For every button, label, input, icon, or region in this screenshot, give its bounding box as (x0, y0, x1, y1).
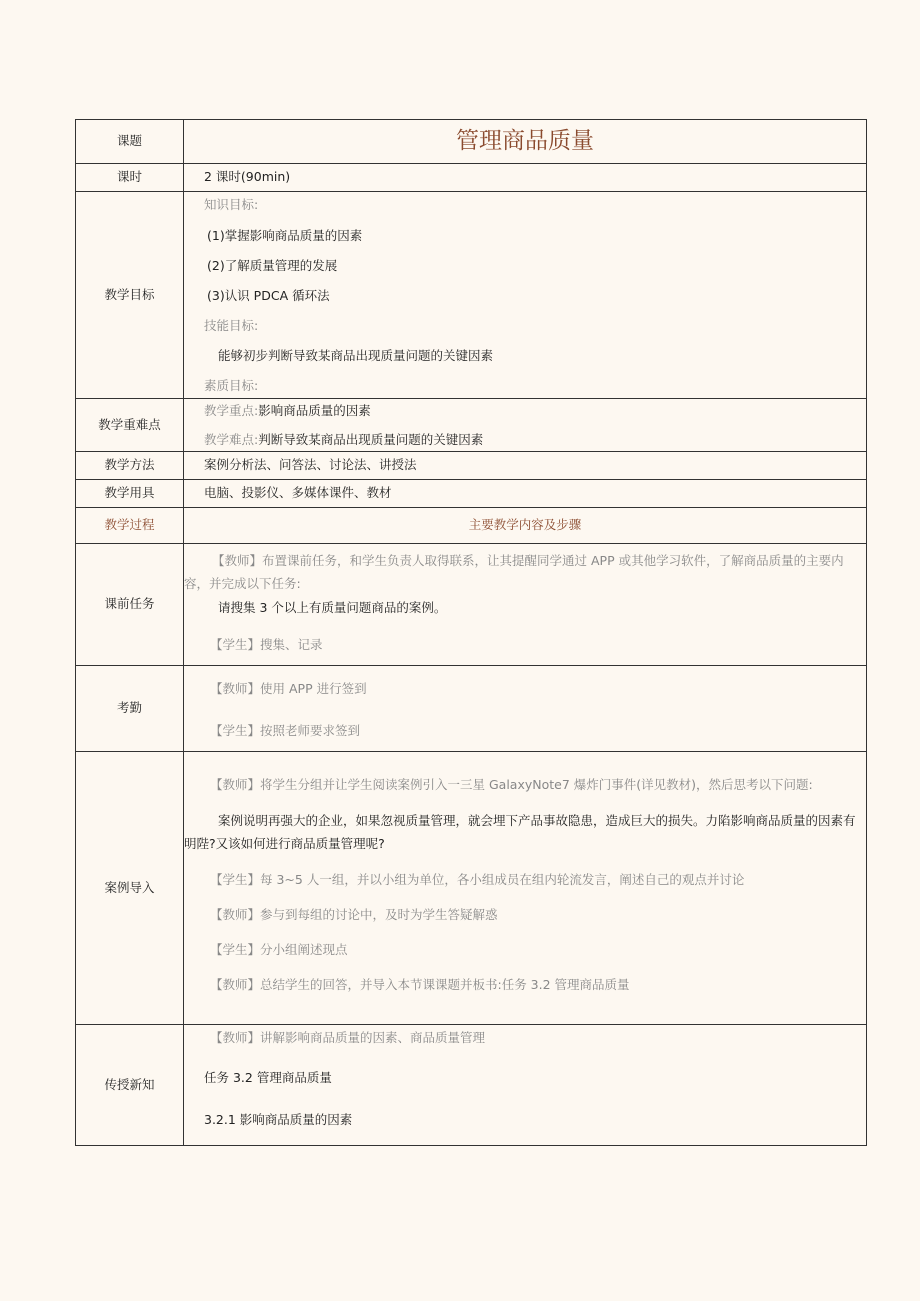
label-pre-class: 课前任务 (76, 544, 184, 666)
case-teacher-1: 【教师】将学生分组并让学生阅读案例引入一三星 GalaxyNote7 爆炸门事件(详见教材)，然后思考以下问题: (210, 777, 813, 792)
pre-class-teacher: 【教师】布置课前任务，和学生负责人取得联系，让其提醒同学通过 APP 或其他学习软件，了解商品质量的主要内容，并完成以下任务: (184, 553, 844, 591)
attendance-student: 【学生】按照老师要求签到 (210, 723, 361, 738)
knowledge-item-2: (2)了解质量管理的发展 (207, 258, 338, 273)
skill-item: 能够初步判断导致某商品出现质量问题的关键因素 (218, 348, 494, 363)
case-student-2: 【学生】分小组阐述现点 (210, 942, 348, 957)
row-case-intro (76, 752, 867, 1025)
difficult-point-prefix: 教学难点: (204, 432, 259, 447)
label-new-knowledge: 传授新知 (76, 1025, 184, 1146)
knowledge-title: 知识目标: (204, 197, 259, 212)
row-pre-class (76, 544, 867, 666)
label-case-intro: 案例导入 (76, 752, 184, 1025)
difficult-point-value: 判断导致某商品出现质量问题的关键因素 (258, 432, 484, 447)
case-question: 案例说明再强大的企业，如果忽视质量管理，就会埋下产品事故隐患，造成巨大的损失。力陷影响商品质量的因素有明陛?又该如何进行商品质量管理呢? (184, 813, 856, 851)
label-tools: 教学用具 (76, 480, 184, 508)
label-objectives: 教学目标 (76, 192, 184, 399)
new-knowledge-teacher: 【教师】讲解影响商品质量的因素、商品质量管理 (210, 1030, 486, 1045)
pre-class-task: 请搜集 3 个以上有质量问题商品的案例。 (218, 600, 447, 615)
row-tools (76, 480, 867, 508)
knowledge-item-3: (3)认识 PDCA 循环法 (207, 288, 330, 303)
row-new-knowledge (76, 1025, 867, 1146)
label-attendance: 考勤 (76, 666, 184, 752)
process-header-right: 主要教学内容及步骤 (184, 508, 867, 544)
methods-value: 案例分析法、问答法、讨论法、讲授法 (204, 457, 417, 473)
row-methods (76, 452, 867, 480)
label-key-points: 教学重难点 (76, 399, 184, 452)
new-knowledge-subsection: 3.2.1 影响商品质量的因素 (204, 1112, 353, 1127)
row-process-header (76, 508, 867, 544)
tools-value: 电脑、投影仪、多媒体课件、教材 (204, 485, 392, 501)
quality-title: 素质目标: (204, 378, 259, 393)
case-teacher-3: 【教师】总结学生的回答，并导入本节课课题并板书:任务 3.2 管理商品质量 (210, 977, 630, 992)
row-hours (76, 164, 867, 192)
row-objectives (76, 192, 867, 399)
process-header-left: 教学过程 (76, 508, 184, 544)
key-point-value: 影响商品质量的因素 (258, 403, 371, 418)
lesson-plan-table (75, 119, 867, 1146)
case-student-1: 【学生】每 3~5 人一组，并以小组为单位，各小组成员在组内轮流发言，阐述自己的观点并讨论 (210, 872, 745, 887)
label-topic: 课题 (76, 120, 184, 164)
pre-class-student: 【学生】搜集、记录 (210, 637, 323, 652)
key-point-prefix: 教学重点: (204, 403, 259, 418)
hours-value: 2 课时(90min) (204, 169, 291, 185)
label-methods: 教学方法 (76, 452, 184, 480)
case-teacher-2: 【教师】参与到每组的讨论中，及时为学生答疑解惑 (210, 907, 498, 922)
skill-title: 技能目标: (204, 318, 259, 333)
lesson-title: 管理商品质量 (456, 127, 594, 154)
attendance-teacher: 【教师】使用 APP 进行签到 (210, 681, 367, 696)
row-key-points (76, 399, 867, 452)
row-topic (76, 120, 867, 164)
label-hours: 课时 (76, 164, 184, 192)
new-knowledge-task-title: 任务 3.2 管理商品质量 (204, 1070, 332, 1085)
knowledge-item-1: (1)掌握影响商品质量的因素 (207, 228, 363, 243)
row-attendance (76, 666, 867, 752)
